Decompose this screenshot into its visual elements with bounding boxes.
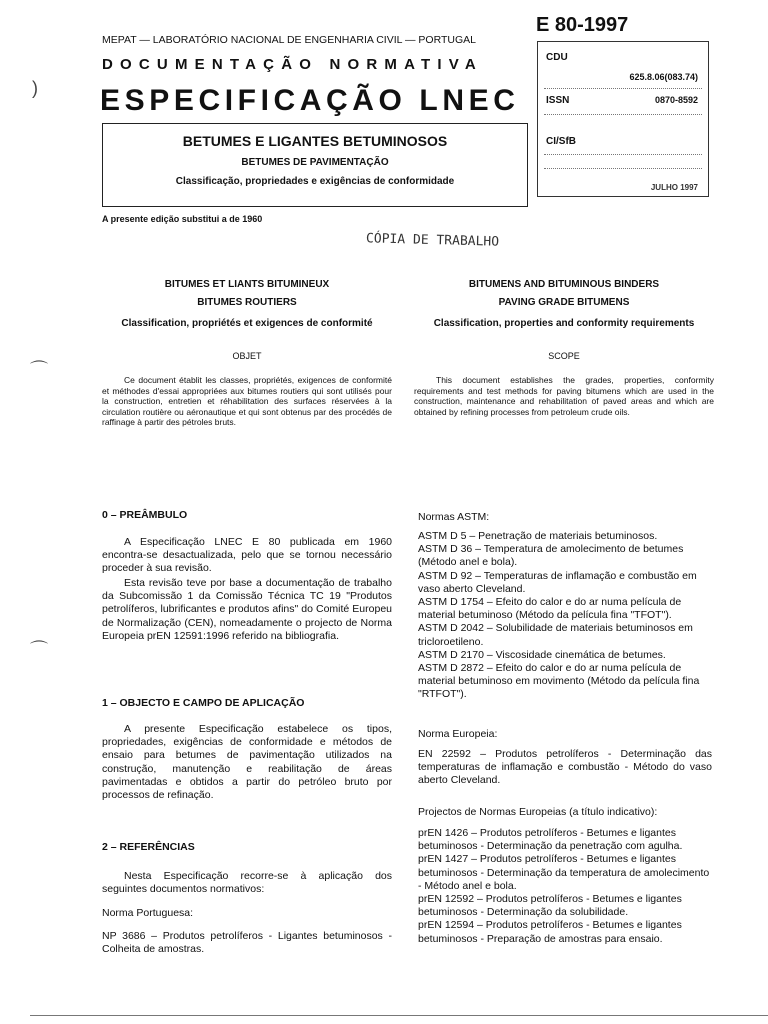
section-0-heading: 0 – PREÂMBULO	[102, 509, 188, 521]
scope-text: This document establishes the grades, properties, conformity requirements and test methods for paving bitumens which are used in the construction, maintenance and rehabilitation of paved areas and which are obtained by refining processes from petroleum crude oils.	[414, 375, 714, 417]
substitution-note: A presente edição substitui a de 1960	[102, 214, 263, 224]
draft-norms-label: Projectos de Normas Europeias (a título indicativo):	[418, 806, 658, 818]
french-title: BITUMES ET LIANTS BITUMINEUX	[164, 279, 330, 290]
english-subtitle: PAVING GRADE BITUMENS	[498, 297, 630, 308]
english-title: BITUMENS AND BITUMINOUS BINDERS	[468, 279, 660, 290]
organization-line: MEPAT — LABORATÓRIO NACIONAL DE ENGENHARIA CIVIL — PORTUGAL	[102, 34, 476, 46]
document-subtitle: BETUMES DE PAVIMENTAÇÃO	[241, 157, 389, 168]
section-0-paragraph-1: A Especificação LNEC E 80 publicada em 1960 encontra-se desactualizada, pelo que se tornou necessário proceder à sua revisão.	[102, 536, 392, 575]
document-type: DOCUMENTAÇÃO NORMATIVA	[102, 56, 483, 73]
document-description: Classificação, propriedades e exigências de conformidade	[175, 176, 455, 187]
european-norm-label: Norma Europeia:	[418, 728, 498, 740]
english-title-block	[414, 276, 714, 329]
bottom-rule	[30, 1015, 768, 1016]
issn-label: ISSN	[546, 95, 570, 106]
section-1-paragraph: A presente Especificação estabelece os tipos, propriedades, exigências de conformidade e métodos de ensaio para betumes de pavimentação utilizados na construção, manutenção e reabilitação de áreas pavimentadas e obtidos a partir do petróleo bruto por processos de refinação.	[102, 723, 392, 802]
date-stamp: JULHO 1997	[650, 183, 698, 192]
english-description: Classification, properties and conformity requirements	[433, 318, 695, 329]
pren-reference: prEN 1427 – Produtos petrolíferos - Betumes e ligantes betuminosos - Determinação da temperatura de amolecimento - Método anel e bola.	[418, 853, 710, 892]
french-description: Classification, propriétés et exigences de conformité	[121, 318, 373, 329]
section-2-paragraph: Nesta Especificação recorre-se à aplicação dos seguintes documentos normativos:	[102, 870, 392, 896]
pren-reference: prEN 12594 – Produtos petrolíferos - Betumes e ligantes betuminosos - Preparação de amostras para ensaio.	[418, 919, 682, 945]
document-number: E 80-1997	[536, 14, 629, 36]
working-copy-stamp: CÓPIA DE TRABALHO	[365, 231, 500, 250]
astm-reference: ASTM D 36 – Temperatura de amolecimento de betumes (Método anel e bola).	[418, 543, 684, 569]
astm-reference: ASTM D 2170 – Viscosidade cinemática de betumes.	[418, 648, 666, 661]
pren-reference: prEN 12592 – Produtos petrolíferos - Betumes e ligantes betuminosos - Determinação da solubilidade.	[418, 893, 682, 919]
np-reference: NP 3686 – Produtos petrolíferos - Ligantes betuminosos - Colheita de amostras.	[102, 930, 392, 956]
french-subtitle: BITUMES ROUTIERS	[197, 297, 297, 308]
scan-mark: ⌒	[30, 640, 48, 660]
scan-mark: ⌒	[30, 360, 48, 380]
section-0-paragraph-2: Esta revisão teve por base a documentação de trabalho da Subcomissão 1 da Comissão Técnica TC 19 "Produtos petrolíferos, lubrificantes e produtos afins" do Comité Europeu de Normalização (CEN), nomeadamente o projecto de Norma Europeia prEN 12591:1996 referido na bibliografia.	[102, 577, 392, 642]
classification-box	[537, 41, 709, 197]
scan-mark: )	[32, 78, 38, 98]
astm-reference: ASTM D 2042 – Solubilidade de materiais betuminosos em tricloroetileno.	[418, 622, 693, 648]
cdu-value: 625.8.06(083.74)	[629, 72, 698, 82]
section-1-heading: 1 – OBJECTO E CAMPO DE APLICAÇÃO	[102, 697, 305, 709]
astm-reference: ASTM D 2872 – Efeito do calor e do ar numa película de material betuminoso em movimento (Método da película fina "RTFOT").	[418, 662, 700, 701]
cdu-label: CDU	[546, 52, 568, 63]
title-box	[102, 123, 528, 207]
section-2-heading: 2 – REFERÊNCIAS	[102, 841, 195, 853]
pren-reference: prEN 1426 – Produtos petrolíferos - Betumes e ligantes betuminosos - Determinação da penetração com agulha.	[418, 827, 683, 853]
en-reference: EN 22592 – Produtos petrolíferos - Determinação das temperaturas de inflamação e combustão - Método do vaso aberto Cleveland.	[418, 748, 712, 787]
portuguese-norm-label: Norma Portuguesa:	[102, 907, 194, 919]
draft-norms-list	[418, 827, 712, 946]
french-title-block	[102, 276, 392, 329]
objet-label: OBJET	[232, 351, 262, 361]
issn-value: 0870-8592	[654, 95, 698, 105]
astm-reference-list	[418, 530, 712, 702]
astm-reference: ASTM D 92 – Temperaturas de inflamação e combustão em vaso aberto Cleveland.	[418, 569, 697, 595]
specification-heading: ESPECIFICAÇÃO LNEC	[100, 84, 520, 117]
document-title: BETUMES E LIGANTES BETUMINOSOS	[182, 133, 448, 149]
scope-label: SCOPE	[548, 351, 580, 361]
astm-reference: ASTM D 1754 – Efeito do calor e do ar numa película de material betuminoso (Método da película fina "TFOT").	[418, 596, 682, 622]
astm-label: Normas ASTM:	[418, 511, 490, 523]
objet-text: Ce document établit les classes, propriétés, exigences de conformité et méthodes d'essai appropriées aux bitumes routiers qui sont utilisés pour la construction, entretien et réhabilitation des surfaces réservées à la circulation routière ou aéronautique et qui sont obtenus par des procédés de raffinage à partir des pétroles bruts.	[102, 375, 392, 427]
cisib-label: CI/SfB	[546, 136, 576, 147]
astm-reference: ASTM D 5 – Penetração de materiais betuminosos.	[418, 530, 658, 542]
